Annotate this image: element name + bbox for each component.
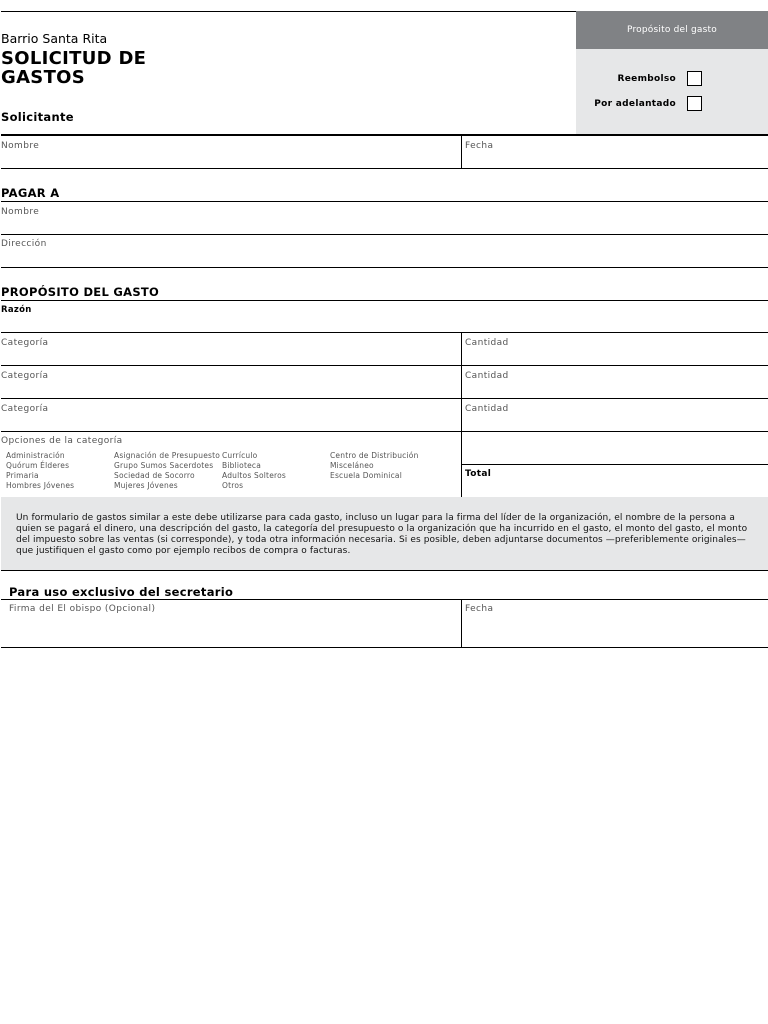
divider — [1, 332, 768, 333]
amount-field[interactable]: Cantidad — [465, 338, 509, 348]
pay-to-section-title: PAGAR A — [1, 186, 60, 200]
divider — [1, 134, 768, 136]
amount-field[interactable]: Cantidad — [465, 404, 509, 414]
divider — [462, 464, 768, 465]
advance-checkbox[interactable] — [687, 96, 702, 111]
category-option: Grupo Sumos Sacerdotes — [114, 461, 214, 470]
divider — [1, 570, 768, 571]
divider — [1, 267, 768, 268]
purpose-section-title: PROPÓSITO DEL GASTO — [1, 285, 160, 299]
divider — [1, 168, 768, 169]
category-option: Escuela Dominical — [330, 471, 402, 480]
bishop-signature-field[interactable]: Firma del El obispo (Opcional) — [9, 604, 156, 614]
category-option: Otros — [222, 481, 244, 490]
category-option: Primaria — [6, 471, 39, 480]
category-field[interactable]: Categoría — [1, 404, 49, 414]
category-option: Centro de Distribución — [330, 451, 419, 460]
requester-name-field[interactable]: Nombre — [1, 141, 40, 151]
category-option: Hombres Jóvenes — [6, 481, 75, 490]
divider — [461, 332, 462, 497]
reason-field[interactable]: Razón — [1, 305, 32, 315]
reimbursement-label: Reembolso — [617, 74, 676, 84]
payee-address-field[interactable]: Dirección — [1, 239, 47, 249]
category-options-label: Opciones de la categoría — [1, 436, 123, 446]
clerk-date-field[interactable]: Fecha — [465, 604, 494, 614]
payee-name-field[interactable]: Nombre — [1, 207, 40, 217]
ward-name: Barrio Santa Rita — [1, 31, 108, 46]
divider — [461, 135, 462, 169]
requester-date-field[interactable]: Fecha — [465, 141, 494, 151]
divider — [1, 599, 768, 600]
instructions-panel — [1, 497, 768, 570]
category-option: Currículo — [222, 451, 258, 460]
divider — [461, 600, 462, 647]
divider — [1, 300, 768, 301]
requester-section-title: Solicitante — [1, 110, 74, 124]
divider — [1, 365, 768, 366]
instructions-text: Un formulario de gastos similar a este debe utilizarse para cada gasto, incluso un lugar para la firma del líder de la organización, el nombre de la persona a quien se pagará el dinero, una descripción del gasto, la categoría del presupuesto o la organización que ha incurrido en el gasto, el monto del gasto, el monto del impuesto sobre las ventas (si corresponde), y toda otra información necesaria. Si es posible, deben adjuntarse documentos —preferiblemente originales— que justifiquen el gasto como por ejemplo recibos de compra o facturas. — [16, 513, 748, 556]
clerk-section-title: Para uso exclusivo del secretario — [9, 585, 234, 599]
divider — [1, 647, 768, 648]
divider — [1, 234, 768, 235]
amount-field[interactable]: Cantidad — [465, 371, 509, 381]
category-option: Mujeres Jóvenes — [114, 481, 178, 490]
divider — [1, 398, 768, 399]
category-option: Adultos Solteros — [222, 471, 287, 480]
category-field[interactable]: Categoría — [1, 371, 49, 381]
page-title: SOLICITUD DE GASTOS — [1, 48, 147, 88]
advance-label: Por adelantado — [594, 99, 676, 109]
divider — [1, 431, 768, 432]
category-option: Biblioteca — [222, 461, 262, 470]
category-option: Asignación de Presupuesto — [114, 451, 221, 460]
total-field[interactable]: Total — [465, 469, 492, 479]
category-option: Sociedad de Socorro — [114, 471, 195, 480]
purpose-type-heading: Propósito del gasto — [576, 11, 768, 49]
category-option: Quórum Élderes — [6, 461, 70, 470]
purpose-type-panel — [576, 11, 768, 134]
category-option: Misceláneo — [330, 461, 374, 470]
reimbursement-checkbox[interactable] — [687, 71, 702, 86]
divider — [1, 201, 768, 202]
category-option: Administración — [6, 451, 65, 460]
category-field[interactable]: Categoría — [1, 338, 49, 348]
